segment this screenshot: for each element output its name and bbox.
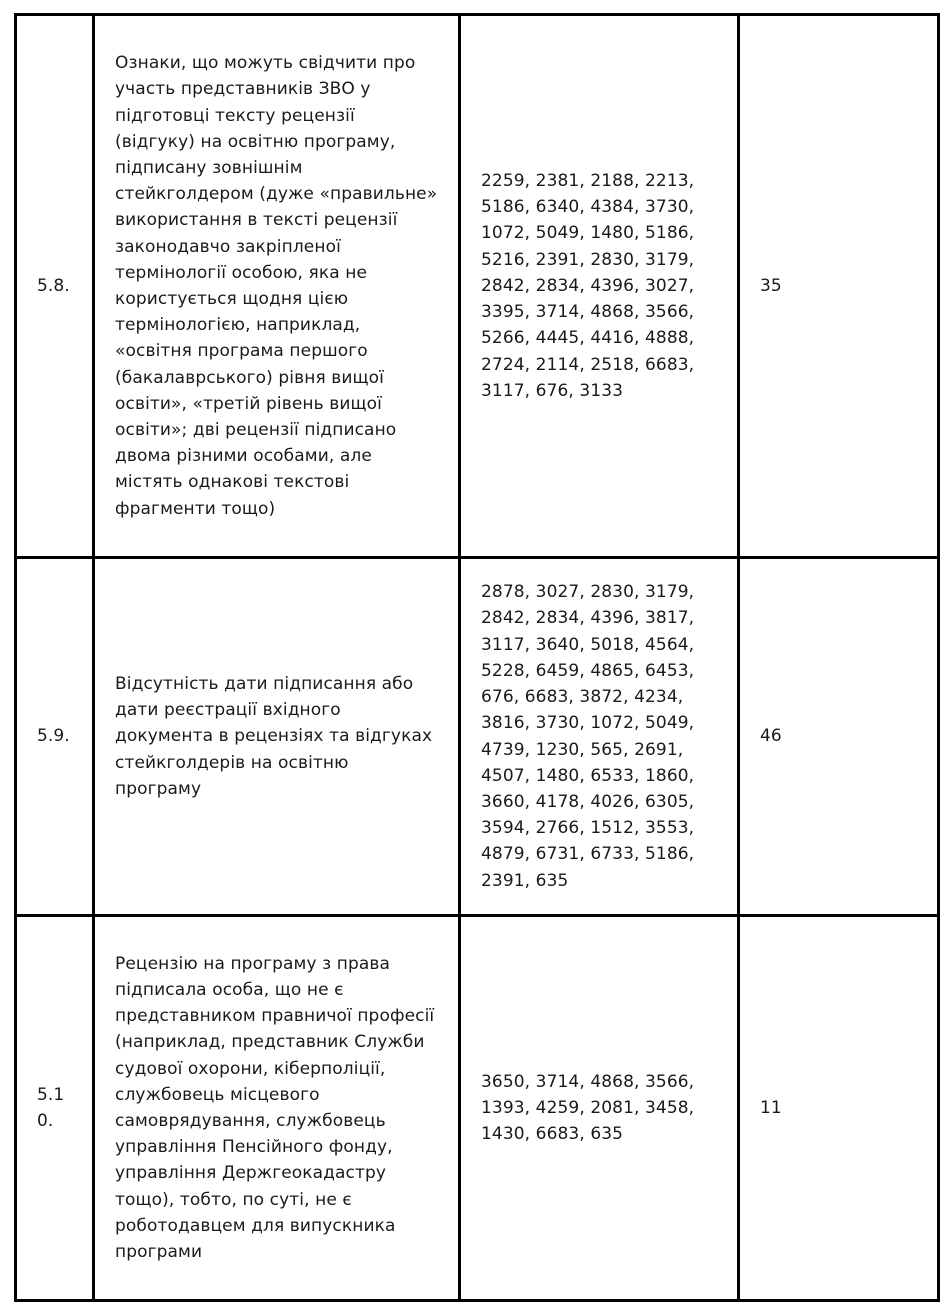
row-number: 5.9. <box>37 726 70 747</box>
row-description: Ознаки, що можуть свідчити про участь представників ЗВО у підготовці тексту рецензії (відгуку) на освітню програму, підписану зовнішнім стейкголдером (дуже «правильне» використання в тексті рецензії законодавчо закріпленої термінології особою, яка не користується щодня цією термінологією, наприклад, «освітня програма першого (бакалаврського) рівня вищої освіти», «третій рівень вищої освіти»; дві рецензії підписано двома різними особами, але містять однакові текстові фрагменти тощо) <box>115 53 438 519</box>
ids-cell <box>460 916 739 1301</box>
description-cell <box>94 15 460 558</box>
row-number-cell <box>16 558 94 916</box>
row-ids: 3650, 3714, 4868, 3566, 1393, 4259, 2081, 3458, 1430, 6683, 635 <box>481 1071 695 1145</box>
table-row <box>16 558 939 916</box>
row-count: 35 <box>760 275 782 296</box>
ids-cell <box>460 15 739 558</box>
row-number-cell <box>16 15 94 558</box>
table-row <box>16 15 939 558</box>
count-cell <box>739 558 939 916</box>
row-number: 5.10. <box>37 1084 65 1131</box>
row-number-cell <box>16 916 94 1301</box>
table-row <box>16 916 939 1301</box>
row-ids: 2878, 3027, 2830, 3179, 2842, 2834, 4396, 3817, 3117, 3640, 5018, 4564, 5228, 6459, 4865, 6453, 676, 6683, 3872, 4234, 3816, 3730, 1072, 5049, 4739, 1230, 565, 2691, 4507, 1480, 6533, 1860, 3660, 4178, 4026, 6305, 3594, 2766, 1512, 3553, 4879, 6731, 6733, 5186, 2391, 635 <box>481 582 695 891</box>
row-count: 46 <box>760 726 782 747</box>
row-count: 11 <box>760 1097 782 1118</box>
row-number: 5.8. <box>37 275 70 296</box>
ids-cell <box>460 558 739 916</box>
row-description: Рецензію на програму з права підписала особа, що не є представником правничої професії (наприклад, представник Служби судової охорони, кіберполіції, службовець місцевого самоврядування, службовець управління Пенсійного фонду, управління Держгеокадастру тощо), тобто, по суті, не є роботодавцем для випускника програми <box>115 953 435 1263</box>
row-description: Відсутність дати підписання або дати реєстрації вхідного документа в рецензіях та відгуках стейкголдерів на освітню програму <box>115 673 433 799</box>
count-cell <box>739 916 939 1301</box>
description-cell <box>94 916 460 1301</box>
description-cell <box>94 558 460 916</box>
criteria-table <box>14 13 940 1302</box>
count-cell <box>739 15 939 558</box>
row-ids: 2259, 2381, 2188, 2213, 5186, 6340, 4384, 3730, 1072, 5049, 1480, 5186, 5216, 2391, 2830, 3179, 2842, 2834, 4396, 3027, 3395, 3714, 4868, 3566, 5266, 4445, 4416, 4888, 2724, 2114, 2518, 6683, 3117, 676, 3133 <box>481 171 695 401</box>
